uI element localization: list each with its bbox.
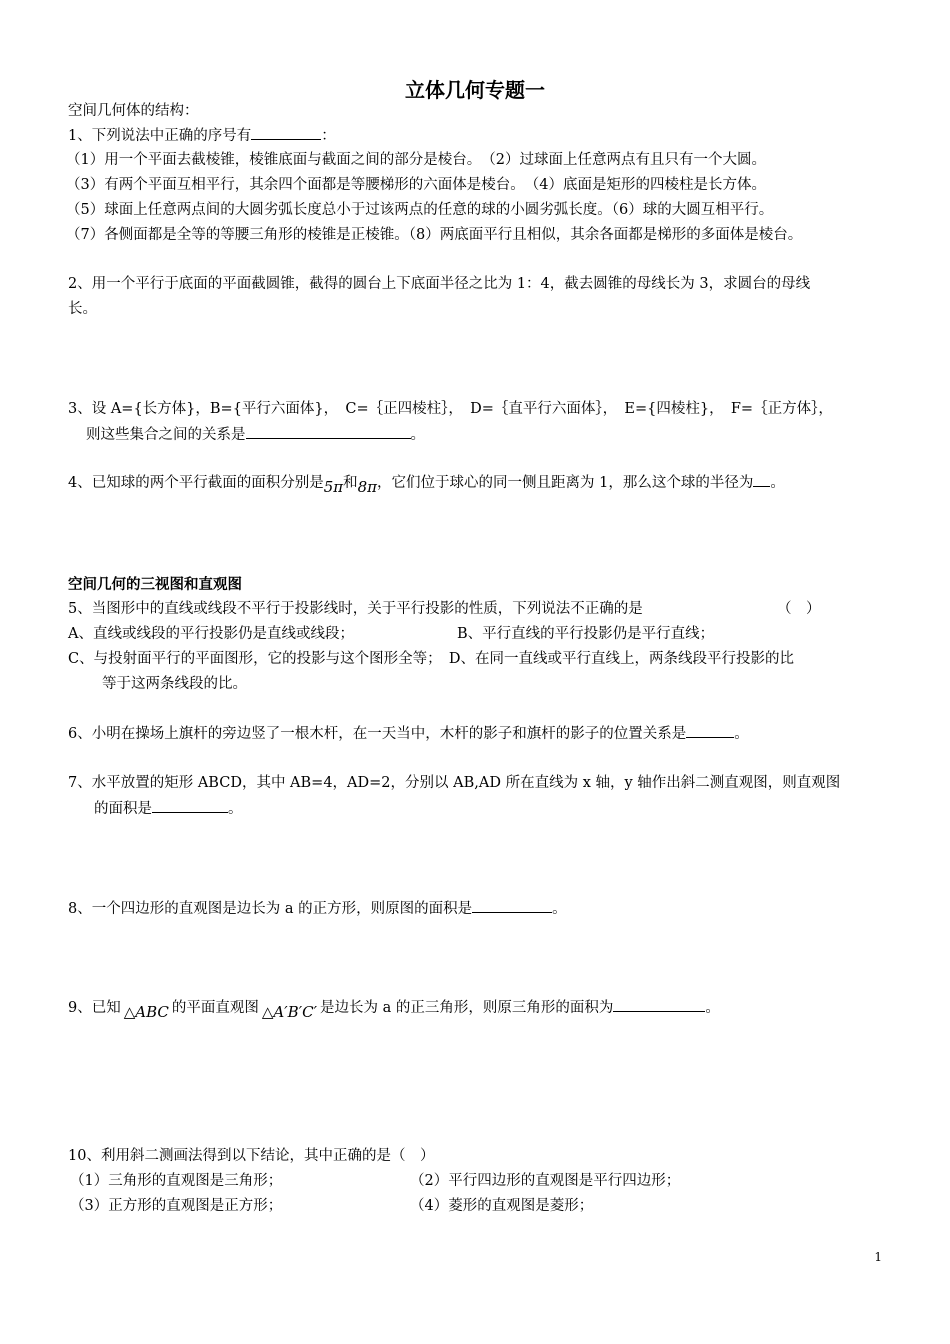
q7-answer-blank[interactable] xyxy=(152,798,228,813)
question-2-line-2: 长。 xyxy=(68,301,97,317)
q5-text: 5、当图形中的直线或线段不平行于投影线时，关于平行投影的性质，下列说法不正确的是 xyxy=(68,601,643,617)
question-9 xyxy=(68,997,720,1021)
question-6 xyxy=(68,723,749,744)
q4-text-pre: 4、已知球的两个平行截面的面积分别是 xyxy=(68,475,324,491)
question-2-line-1: 2、用一个平行于底面的平面截圆锥，截得的圆台上下底面半径之比为 1：4，截去圆锥的母线长为 3，求圆台的母线 xyxy=(68,276,811,292)
q4-and: 和 xyxy=(343,475,358,491)
question-4 xyxy=(68,472,785,496)
question-10-stem: 10、利用斜二测画法得到以下结论，其中正确的是（ ） xyxy=(68,1148,435,1164)
q9-triangle-prime: △A′B′C′ xyxy=(261,1003,317,1021)
q1-answer-blank[interactable] xyxy=(251,125,321,140)
q1-colon: ： xyxy=(321,128,336,144)
q6-answer-blank[interactable] xyxy=(686,723,734,738)
question-3-line-2 xyxy=(86,424,425,445)
page-number: 1 xyxy=(874,1250,882,1264)
q1-option-line-4: （7）各侧面都是全等的等腰三角形的棱锥是正棱锥。（8）两底面平行且相似，其余各面都是梯形的多面体是棱台。 xyxy=(66,227,803,243)
q3-answer-blank[interactable] xyxy=(246,424,411,439)
section-heading-structure: 空间几何体的结构： xyxy=(68,103,199,119)
q9-triangle-abc: △ABC xyxy=(123,1003,169,1021)
question-3-line-1: 3、设 A={长方体}，B={平行六面体}， C=｛正四棱柱｝， D=｛直平行六面体｝， E={四棱柱}， F=｛正方体｝， xyxy=(68,401,833,417)
q5-option-c-d: C、与投射面平行的平面图形，它的投影与这个图形全等； D、在同一直线或平行直线上，两条线段平行投影的比 xyxy=(68,651,794,667)
q4-end: 。 xyxy=(770,475,785,491)
q8-text: 8、一个四边形的直观图是边长为 a 的正方形，则原图的面积是 xyxy=(68,901,473,917)
q10-option-2: （2）平行四边形的直观图是平行四边形； xyxy=(410,1173,681,1189)
q8-end: 。 xyxy=(552,901,567,917)
q7-text: 的面积是 xyxy=(94,801,152,817)
q1-option-line-3: （5）球面上任意两点间的大圆劣弧长度总小于过该两点的任意的球的小圆劣弧长度。（6）球的大圆互相平行。 xyxy=(66,202,774,218)
q10-option-1: （1）三角形的直观图是三角形； xyxy=(70,1173,283,1189)
question-1-stem xyxy=(68,125,336,146)
q3-text: 则这些集合之间的关系是 xyxy=(86,427,246,443)
q10-option-4: （4）菱形的直观图是菱形； xyxy=(410,1198,594,1214)
q9-answer-blank[interactable] xyxy=(613,997,705,1012)
q9-text-pre: 9、已知 xyxy=(68,1000,121,1016)
q5-option-b: B、平行直线的平行投影仍是平行直线； xyxy=(457,626,715,642)
q5-option-d-cont: 等于这两条线段的比。 xyxy=(102,676,247,692)
question-7-line-1: 7、水平放置的矩形 ABCD，其中 AB=4，AD=2，分别以 AB,AD 所在直线为 x 轴，y 轴作出斜二测直观图，则直观图 xyxy=(68,775,841,791)
q6-end: 。 xyxy=(734,726,749,742)
q8-answer-blank[interactable] xyxy=(472,898,552,913)
q1-option-line-1: （1）用一个平面去截棱锥，棱锥底面与截面之间的部分是棱台。 （2）过球面上任意两点有且只有一个大圆。 xyxy=(66,152,766,168)
section-heading-views: 空间几何的三视图和直观图 xyxy=(68,577,242,593)
question-5-stem xyxy=(68,599,643,619)
q4-text-post: ，它们位于球心的同一侧且距离为 1，那么这个球的半径为 xyxy=(377,475,754,491)
q4-area-1: 5π xyxy=(323,478,344,496)
page-title: 立体几何专题一 xyxy=(405,78,545,102)
question-8 xyxy=(68,898,567,919)
q9-end: 。 xyxy=(705,1000,720,1016)
q9-text-post: 是边长为 a 的正三角形，则原三角形的面积为 xyxy=(319,1000,614,1016)
q10-option-3: （3）正方形的直观图是正方形； xyxy=(70,1198,283,1214)
q5-answer-paren[interactable]: （ ） xyxy=(777,601,821,617)
q1-option-line-2: （3）有两个平面互相平行，其余四个面都是等腰梯形的六面体是棱台。 （4）底面是矩形的四棱柱是长方体。 xyxy=(66,177,766,193)
q9-text-mid: 的平面直观图 xyxy=(171,1000,259,1016)
q3-end: 。 xyxy=(410,427,425,443)
q7-end: 。 xyxy=(228,801,243,817)
q1-text: 1、下列说法中正确的序号有 xyxy=(68,128,252,144)
question-7-line-2 xyxy=(94,798,243,819)
q6-text: 6、小明在操场上旗杆的旁边竖了一根木杆，在一天当中，木杆的影子和旗杆的影子的位置关系是 xyxy=(68,726,687,742)
q4-area-2: 8π xyxy=(357,478,378,496)
q5-option-a: A、直线或线段的平行投影仍是直线或线段； xyxy=(68,626,354,642)
q4-answer-blank[interactable] xyxy=(753,472,770,487)
